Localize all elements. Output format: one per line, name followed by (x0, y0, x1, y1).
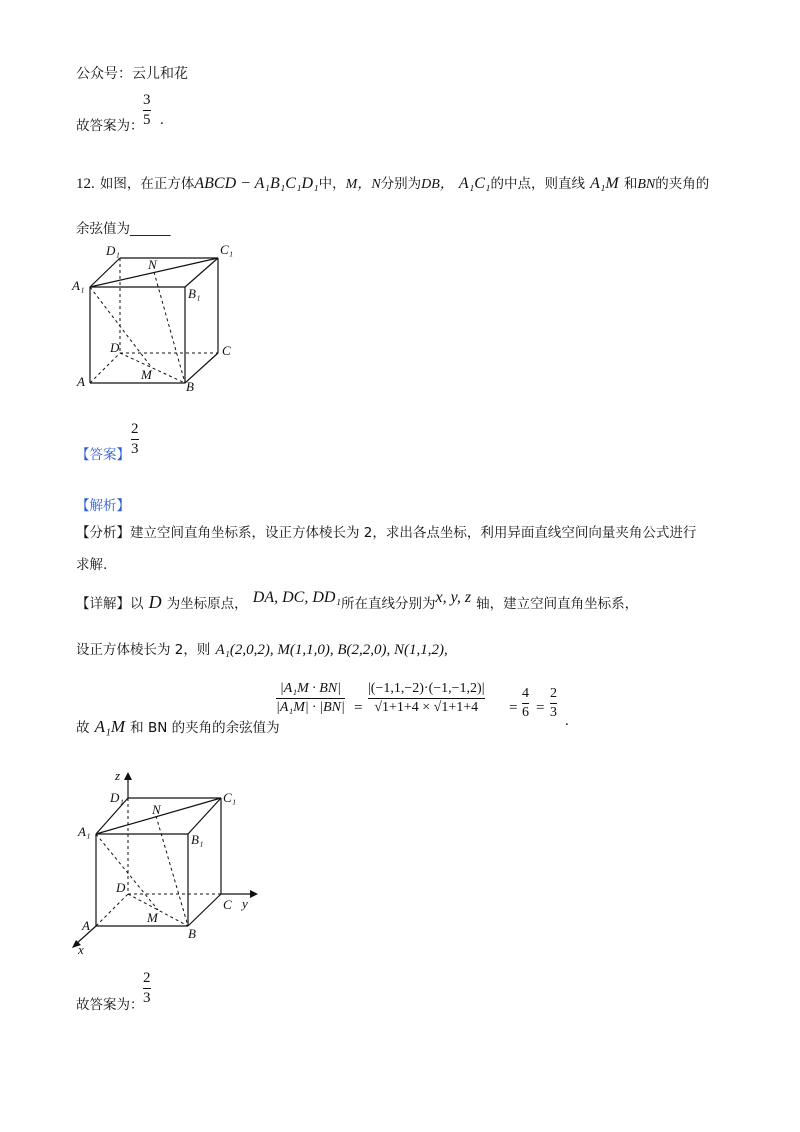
frac4-numerator: 2 (550, 686, 557, 701)
prev-answer-numerator: 3 (143, 92, 151, 108)
final-answer-numerator: 2 (143, 970, 151, 986)
coords-values: A₁(2,0,2), M(1,1,0), B(2,2,0), N(1,1,2) (215, 642, 444, 658)
cube-name: ABCD − A₁B₁C₁D₁ (194, 175, 319, 192)
edge (188, 798, 221, 834)
problem-text: 和 (623, 176, 638, 192)
fraction-bar (276, 698, 345, 699)
frac4-denominator: 3 (550, 705, 557, 720)
xiangjie-line1 (76, 589, 639, 613)
label-c: C (222, 343, 231, 358)
header-text: 公众号：云儿和花 (76, 66, 188, 82)
segment-db: DB， (421, 177, 454, 192)
cos-period: . (565, 713, 569, 729)
problem-12-line2: 余弦值为______ (76, 221, 171, 237)
problem-12-line1 (76, 172, 709, 193)
cube-figure-2 (66, 768, 266, 958)
frac3-numerator: 4 (522, 686, 529, 701)
xiangjie-text: 所在直线分别为 (341, 596, 436, 612)
axes-xyz: x, y, z (435, 589, 472, 606)
fenxi-line1 (76, 521, 696, 541)
label-m: M (141, 367, 152, 382)
segment-a1m (90, 287, 152, 368)
frac2-denominator: √1+1+4 × √1+1+4 (374, 700, 479, 715)
label-d: D (116, 880, 126, 895)
axes-lines: DA, DC, DD₁ (252, 589, 342, 606)
fenxi-text: 建立空间直角坐标系，设正方体棱长为 2，求出各点坐标，利用异面直线空间向量夹角公式进行 (130, 525, 697, 541)
cos-fraction-1 (276, 682, 345, 715)
line-bn: BN (637, 177, 656, 192)
label-c1: C₁ (220, 242, 234, 257)
segment-bn (156, 816, 188, 926)
problem-text: 的中点，则直线 (490, 176, 585, 192)
cos-fraction-2 (368, 682, 485, 715)
label-a1: A₁ (78, 824, 91, 839)
prev-answer-label: 故答案为： (76, 118, 144, 134)
label-c: C (223, 897, 232, 912)
segment-a1c1: A₁C₁ (458, 175, 491, 192)
problem-text: 的夹角的 (655, 176, 710, 192)
coords-suffix: , (444, 642, 448, 658)
fraction-bar (143, 110, 151, 111)
equals-2: = (509, 700, 518, 716)
fraction-bar (143, 988, 151, 989)
label-c1: C₁ (223, 790, 237, 805)
cos-fraction-3 (522, 687, 529, 720)
hidden-edge (90, 353, 120, 383)
diagonal-db (120, 353, 185, 383)
answer-numerator: 2 (131, 421, 139, 437)
edge (90, 258, 120, 287)
label-b1: B₁ (188, 286, 201, 301)
label-d1: D₁ (110, 790, 124, 805)
fraction-bar (550, 703, 557, 704)
label-m: M (147, 910, 158, 925)
label-a: A (77, 374, 85, 389)
label-n: N (148, 257, 157, 272)
z-arrow-icon (124, 772, 132, 780)
segment-a1m (96, 834, 158, 910)
hidden-edge (96, 894, 128, 926)
label-y: y (242, 896, 248, 911)
coords-line (76, 638, 448, 659)
prev-answer-fraction (143, 93, 151, 128)
equals-3: = (536, 700, 545, 716)
cube-figure-1 (70, 240, 250, 400)
label-b: B (186, 379, 194, 394)
label-a1: A₁ (72, 278, 85, 293)
var-d: D (148, 592, 162, 612)
prev-answer-denominator: 5 (143, 112, 151, 128)
coords-prefix: 设正方体棱长为 2，则 (76, 642, 211, 658)
xiangjie-text: 为坐标原点， (166, 596, 248, 612)
y-arrow-icon (250, 890, 258, 898)
cos-prefix (76, 716, 280, 737)
fenxi-tag: 【分析】 (76, 525, 130, 541)
edge (188, 894, 221, 926)
cos-fraction-4 (550, 687, 557, 720)
final-answer-label: 故答案为： (76, 997, 144, 1013)
frac1-denominator: |A₁M| · |BN| (276, 700, 345, 715)
prev-answer-period: . (160, 112, 164, 128)
cos-text: 故 (76, 720, 90, 736)
points-mn: M，N (345, 177, 381, 192)
analysis-title: 【解析】 (76, 498, 130, 514)
equals-1: = (354, 700, 363, 716)
answer-denominator: 3 (131, 441, 139, 457)
problem-text: 如图，在正方体 (99, 176, 195, 192)
segment-bn (154, 272, 185, 383)
label-z: z (115, 768, 121, 783)
final-answer-denominator: 3 (143, 990, 151, 1006)
cos-a1m: A₁M (94, 717, 126, 736)
frac2-numerator: |(−1,1,−2)·(−1,−1,2)| (368, 681, 485, 696)
frac3-denominator: 6 (522, 705, 529, 720)
xiangjie-tag: 【详解】 (76, 596, 130, 612)
label-d: D (110, 340, 120, 355)
cos-text: 和 BN 的夹角的余弦值为 (130, 720, 280, 736)
line-a1m: A₁M (590, 175, 619, 192)
frac1-numerator: |A₁M · BN| (279, 681, 342, 696)
answer-fraction (131, 422, 139, 457)
problem-text: 中， (318, 176, 346, 192)
xiangjie-text: 以 (130, 596, 144, 612)
label-d1: D₁ (106, 243, 120, 258)
label-a: A (82, 918, 90, 933)
fraction-bar (131, 439, 139, 440)
final-answer-fraction (143, 971, 151, 1006)
fraction-bar (522, 703, 529, 704)
problem-text: 分别为 (380, 176, 422, 192)
label-x: x (78, 942, 84, 957)
label-b1: B₁ (191, 832, 204, 847)
label-b: B (188, 926, 196, 941)
problem-number: 12. (76, 176, 95, 192)
fraction-bar (368, 698, 485, 699)
label-n: N (152, 802, 161, 817)
xiangjie-text: 轴，建立空间直角坐标系， (476, 596, 639, 612)
answer-tag: 【答案】 (76, 447, 130, 463)
fenxi-line2: 求解. (76, 557, 108, 573)
